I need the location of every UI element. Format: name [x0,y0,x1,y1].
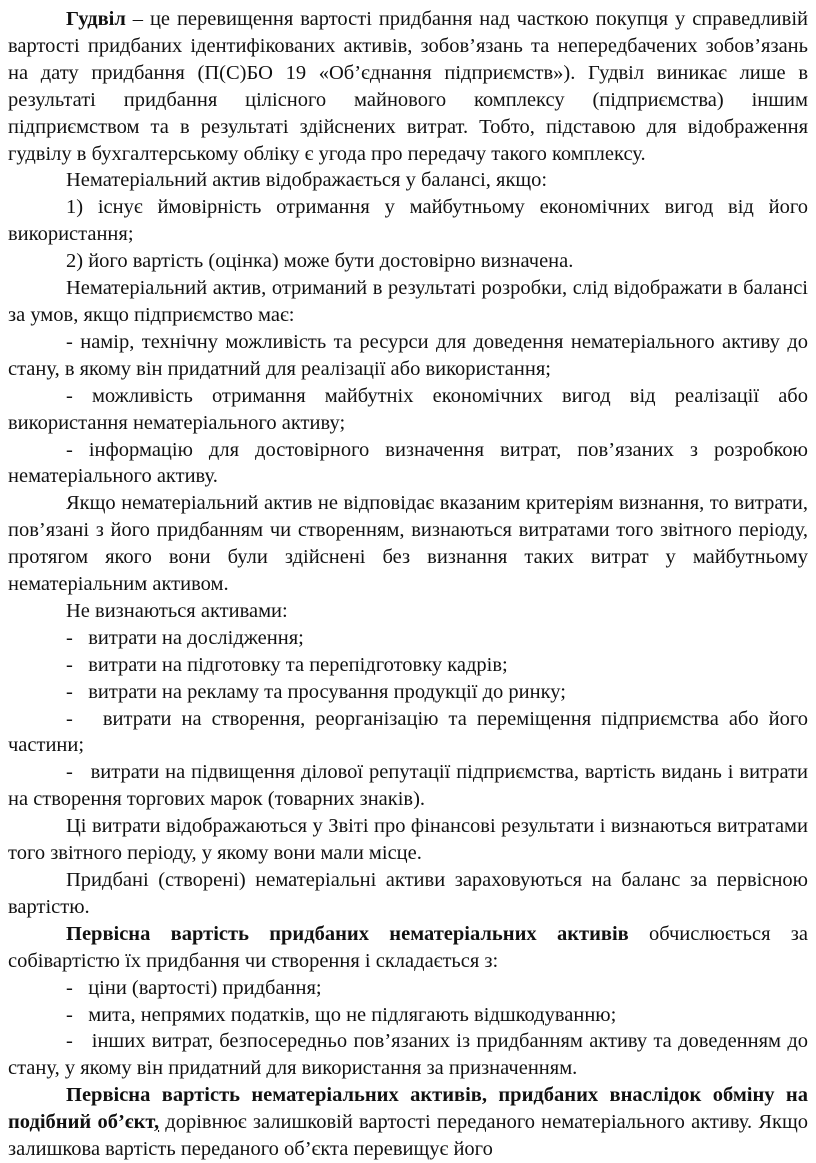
list-item: - ціни (вартості) придбання; [66,976,322,999]
list-item: - витрати на рекламу та просування продукції до ринку; [66,680,566,703]
goodwill-definition: – це перевищення вартості придбання над часткою покупця у справедливій вартості придбаних ідентифікованих активів, зобов’язань та непередбачених зобов’язань на дату придбання (П(С)БО 19 «Об’єднання підприємств»). Гудвіл виникає лише в результаті придбання цілісного майнового комплексу (підприємства) іншим підприємством та в результаті здійснених витрат. Тобто, підставою для відображення гудвілу в бухгалтерському обліку є угода про передачу такого комплексу. [8,8,808,165]
paragraph-development-item-1: - намір, технічну можливість та ресурси для доведення нематеріального активу до стану, в якому він придатний для реалізації або використання; [8,330,808,380]
term-initial-cost-purchased: Первісна вартість придбаних нематеріальних активів [66,922,629,945]
paragraph-development-intro: Нематеріальний актив, отриманий в результаті розробки, слід відображати в балансі за умов, якщо підприємство має: [8,277,808,326]
paragraph-initial-cost-recognition: Придбані (створені) нематеріальні активи зараховуються на баланс за первісною вартістю. [8,869,808,918]
term-initial-cost-exchange: Первісна вартість нематеріальних активів, придбаних внаслідок обміну на подібний об’єкт [8,1084,808,1134]
list-item: - витрати на підвищення ділової репутації підприємства, вартість видань і витрати на створення торгових марок (товарних знаків). [8,761,808,811]
paragraph-condition-2: 2) його вартість (оцінка) може бути достовірно визначена. [66,250,574,273]
paragraph-recognition-intro: Нематеріальний актив відображається у балансі, якщо: [66,169,548,192]
list-item: - інших витрат, безпосередньо пов’язаних із придбанням активу та доведенням до стану, у якому він придатний для використання за призначенням. [8,1030,809,1080]
paragraph-goodwill [8,6,808,167]
paragraph-not-meeting-criteria: Якщо нематеріальний актив не відповідає вказаним критеріям визнання, то витрати, пов’язані з його придбанням чи створенням, визнаються витратами того звітного періоду, протягом якого вони були здійснені без визнання таких витрат у майбутньому нематеріальним активом. [8,492,808,596]
list-item: - витрати на створення, реорганізацію та переміщення підприємства або його частини; [8,707,808,757]
paragraph-condition-1: 1) існує ймовірність отримання у майбутньому економічних вигод від його використання; [8,196,808,246]
paragraph-development-item-2: - можливість отримання майбутніх економічних вигод від реалізації або використання нематеріального активу; [8,384,808,434]
list-item: - мита, непрямих податків, що не підлягають відшкодуванню; [66,1003,617,1026]
list-item: - витрати на дослідження; [66,626,304,649]
paragraph-expenses-reporting: Ці витрати відображаються у Звіті про фінансові результати і визнаються витратами того звітного періоду, у якому вони мали місце. [8,815,808,865]
not-assets-list [8,625,808,813]
paragraph-initial-cost-exchange: Первісна вартість нематеріальних активів, придбаних внаслідок обміну на подібний об’єкт, дорівнює залишковій вартості переданого нематеріального активу. Якщо залишкова вартість переданого об’єкта перевищує його [8,1084,809,1161]
list-item: - витрати на підготовку та перепідготовку кадрів; [66,653,508,676]
paragraph-development-item-3: - інформацію для достовірного визначення витрат, пов’язаних з розробкою нематеріального активу. [8,438,808,488]
term-goodwill: Гудвіл [66,8,126,30]
paragraph-not-assets-intro: Не визнаються активами: [66,599,288,622]
paragraph-initial-cost-purchased: Первісна вартість придбаних нематеріальних активів обчислюється за собівартістю їх придбання чи створення і складається з: [8,922,808,972]
initial-cost-components-list [8,975,808,1083]
